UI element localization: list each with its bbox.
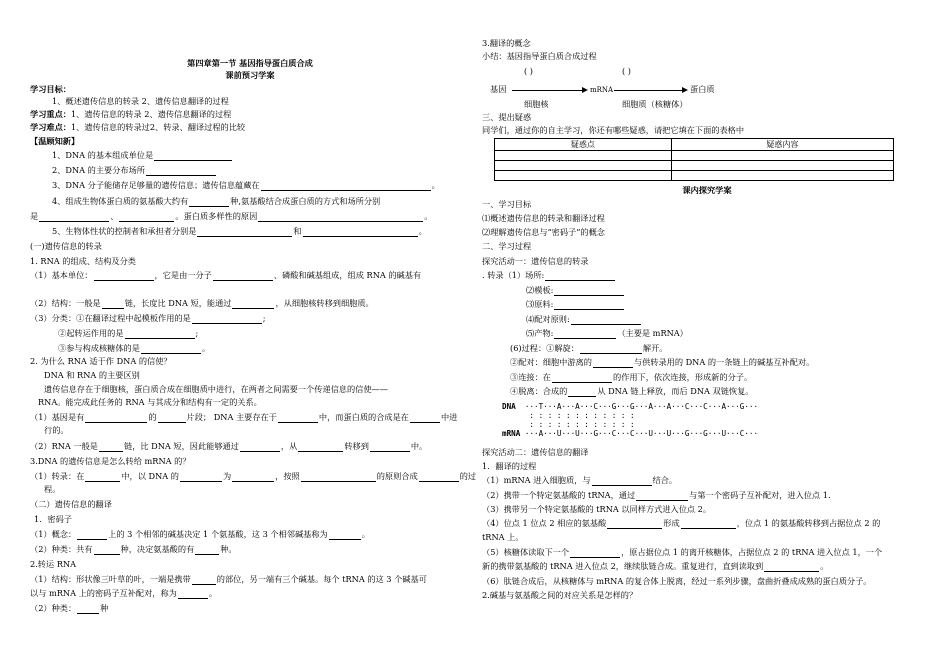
blank[interactable] bbox=[77, 604, 99, 614]
trans-product-text: ⑸产物: bbox=[526, 328, 554, 338]
rna-class-2-text: ②起转运作用的是 bbox=[58, 328, 124, 338]
pairing-dots: : : : : : : : : : : : : bbox=[524, 411, 635, 420]
key-text: 1、遗传信息的转录 2、遗传信息翻译的过程 bbox=[70, 109, 232, 119]
codon-concept-a: （1）概念： bbox=[30, 529, 77, 539]
blank[interactable] bbox=[592, 476, 652, 486]
blank[interactable] bbox=[197, 227, 292, 237]
rna-structure-a: （2）结构：一般是 bbox=[30, 298, 101, 308]
q3-f: 的过 bbox=[459, 471, 477, 481]
trans-material bbox=[526, 299, 625, 310]
blank[interactable] bbox=[370, 442, 410, 452]
review-5: 5、生物体性状的控制者和承担者分别是 和 。 bbox=[52, 226, 427, 236]
blank[interactable] bbox=[554, 300, 624, 310]
trans-pair bbox=[510, 357, 814, 368]
arrow-right-icon bbox=[682, 87, 688, 93]
blank[interactable] bbox=[99, 442, 123, 452]
trans-pair-a: ②配对：细胞中游离的 bbox=[510, 357, 592, 367]
table-cell[interactable] bbox=[671, 151, 893, 161]
blank[interactable] bbox=[85, 472, 120, 482]
flow-arrow-2 bbox=[614, 90, 684, 91]
blank[interactable] bbox=[261, 181, 431, 191]
q2-gene-end: 行的。 bbox=[44, 425, 69, 435]
blank[interactable] bbox=[77, 530, 107, 540]
flow-arrow-1 bbox=[512, 90, 584, 91]
blank[interactable] bbox=[94, 545, 120, 555]
trans-template-text: ⑵模板: bbox=[526, 285, 554, 295]
blank[interactable] bbox=[192, 314, 262, 324]
section-translation: （二）遗传信息的翻译 bbox=[30, 499, 112, 509]
blank[interactable] bbox=[154, 151, 232, 161]
table-cell[interactable] bbox=[495, 151, 672, 161]
dna-sequence: ···T···A···A···C···G···G···A···A···C···C···A···G··· bbox=[524, 402, 759, 411]
tl-step-2-a: （2）携带一个特定氨基酸的 tRNA，通过 bbox=[482, 490, 636, 500]
diff-head: 学习难点： bbox=[30, 122, 71, 132]
blank[interactable] bbox=[552, 373, 612, 383]
tl-step-2 bbox=[482, 490, 831, 501]
blank[interactable] bbox=[568, 387, 596, 397]
rna-unit-b: ，它是由一分子 bbox=[154, 270, 212, 280]
table-header-row bbox=[495, 139, 894, 151]
trans-link bbox=[510, 372, 752, 383]
trans-link-a: ③连接：在 bbox=[510, 372, 551, 382]
blank[interactable] bbox=[232, 472, 274, 482]
blank[interactable] bbox=[681, 519, 736, 529]
translation-concept: 3.翻译的概念 bbox=[482, 38, 531, 48]
blank[interactable] bbox=[419, 472, 459, 482]
table-row bbox=[495, 161, 894, 171]
mrna-sequence: ···A···U···U···G···C···C···U···U···G···G···U···C··· bbox=[524, 429, 759, 438]
table-header-1: 疑惑点 bbox=[495, 139, 672, 151]
review-4-text-e: 。蛋白质多样性的原因 bbox=[175, 211, 258, 221]
table-cell[interactable] bbox=[495, 161, 672, 171]
codon-concept: （1）概念： 上的 3 个相邻的碱基决定 1 个氨基酸，这 3 个相邻碱基称为 。 bbox=[30, 529, 370, 539]
trans-template bbox=[526, 285, 625, 296]
blank[interactable] bbox=[580, 344, 642, 354]
tl-step-3: （3）携带另一个特定氨基酸的 tRNA 以同样方式进入位点 2。 bbox=[482, 504, 712, 514]
blank[interactable] bbox=[570, 548, 620, 558]
doubts-intro: 同学们，通过你的自主学习，你还有哪些疑惑，请把它填在下面的表格中 bbox=[482, 125, 745, 135]
goal-text: 1、概述遗传信息的转录 2、遗传信息翻译的过程 bbox=[52, 96, 229, 106]
rna-structure bbox=[30, 298, 374, 309]
doubts-head: 三、提出疑惑 bbox=[482, 112, 532, 122]
codon-head: 1．密码子 bbox=[34, 514, 72, 524]
key-head: 学习重点： bbox=[30, 109, 71, 119]
blank[interactable] bbox=[178, 589, 208, 599]
review-4 bbox=[52, 196, 380, 207]
rna-unit bbox=[30, 270, 421, 281]
tl-step-5-b: ，原占据位点 1 的离开核糖体，占据位点 2 的 tRNA 进入位点 1，一个 bbox=[621, 547, 883, 557]
review-2 bbox=[52, 165, 217, 176]
codon-types bbox=[30, 544, 237, 555]
question-codon-amino: 2.碱基与氨基酸之间的对应关系是怎样的？ bbox=[482, 590, 638, 600]
flow-protein: 蛋白质 bbox=[690, 84, 715, 94]
trans-link-b: 的作用下，依次连接，形成新的分子。 bbox=[612, 372, 753, 382]
tl-step-5 bbox=[482, 547, 882, 558]
review-head: 【温顾知新】 bbox=[30, 136, 80, 146]
doc-title: 第四章第一节 基因指导蛋白质合成 bbox=[187, 58, 313, 68]
tl-step-4-c: ，位点 1 的氨基酸转移到占据位点 2 的 bbox=[736, 518, 881, 528]
dna-label: DNA bbox=[502, 402, 516, 411]
flow-mrna: mRNA bbox=[590, 86, 614, 94]
blank[interactable] bbox=[301, 472, 376, 482]
table-row bbox=[495, 151, 894, 161]
q2-rna-a: （2）RNA 一般是 bbox=[30, 441, 98, 451]
tl-step-5-cont: 新的携带氨基酸的 tRNA 进入位点 2，继续肽链合成。重复进行，直到读取到 。 bbox=[482, 561, 829, 571]
goal-2: ⑵理解遗传信息与“密码子”的概念 bbox=[482, 227, 605, 237]
review-4-text-a: 4、组成生物体蛋白质的氨基酸大约有 bbox=[52, 196, 189, 206]
rna-unit-a: （1）基本单位： bbox=[30, 270, 93, 280]
q3-e: 的原则合成 bbox=[376, 471, 418, 481]
rna-composition: 1. RNA 的组成、结构及分类 bbox=[30, 256, 136, 266]
trans-release-a: ④脱离：合成的 bbox=[510, 386, 568, 396]
trans-pairing-text: ⑷配对原则: bbox=[526, 314, 570, 324]
trans-pair-b: 与供转录用的 DNA 的一条链上的碱基互补配对。 bbox=[633, 357, 815, 367]
blank[interactable] bbox=[278, 413, 318, 423]
section-transcription: (一)遗传信息的转录 bbox=[30, 241, 102, 251]
trans-place bbox=[482, 270, 616, 281]
review-1-text: 1、DNA 的基本组成单位是 bbox=[52, 150, 154, 160]
blank[interactable] bbox=[119, 212, 174, 222]
table-cell[interactable] bbox=[671, 161, 893, 171]
trna-types-a: （2）种类： bbox=[30, 603, 77, 613]
blank[interactable] bbox=[636, 491, 688, 501]
review-5-text-a: 5、生物体性状的控制者和承担者分别是 bbox=[52, 226, 197, 236]
q2-gene-e: 中进 bbox=[440, 412, 458, 422]
key-line bbox=[30, 109, 231, 120]
trans-process-end: 解开。 bbox=[642, 343, 668, 353]
goal-head-2: 一、学习目标 bbox=[482, 199, 532, 209]
review-5-text-b: 和 bbox=[293, 226, 302, 236]
blank[interactable] bbox=[85, 413, 147, 423]
blank[interactable] bbox=[192, 575, 216, 585]
trans-process bbox=[510, 343, 668, 354]
tl-step-4 bbox=[482, 518, 880, 529]
rna-unit-c: 、磷酸和碱基组成，组成 RNA 的碱基有 bbox=[273, 270, 422, 280]
paren-1: ( ) bbox=[524, 66, 533, 76]
trans-release-b: 从 DNA 链上释放，而后 DNA 双链恢复。 bbox=[597, 386, 754, 396]
diff-line bbox=[30, 122, 245, 133]
dna-rna-diff: DNA 和 RNA 的主要区别 bbox=[44, 370, 140, 380]
review-4-text-c: 是 bbox=[30, 211, 39, 221]
q2-gene-b: 的 bbox=[148, 412, 157, 422]
blank[interactable] bbox=[764, 562, 819, 572]
review-3-text: 3、DNA 分子能储存足够量的遗传信息；遗传信息蕴藏在 bbox=[52, 180, 260, 190]
trans-material-text: ⑶原料: bbox=[526, 299, 554, 309]
trna-structure-2: 以与 mRNA 上的密码子互补配对，称为 。 bbox=[30, 588, 218, 598]
blank[interactable] bbox=[146, 166, 216, 176]
blank[interactable] bbox=[195, 545, 219, 555]
q3-a: （1）转录：在 bbox=[30, 471, 85, 481]
trans-process-text: (6)过程：①解旋： bbox=[510, 343, 579, 353]
blank[interactable] bbox=[232, 299, 274, 309]
rna-class-3: ③参与构成核糖体的是 。 bbox=[58, 343, 211, 353]
trna-structure-a: （1）结构：形状像三叶草的叶，一端是携带 bbox=[30, 574, 191, 584]
rna-structure-b: 链，长度比 DNA 短，能通过 bbox=[124, 298, 232, 308]
q3-c: 为 bbox=[222, 471, 232, 481]
translation-process: 1．翻译的过程 bbox=[482, 461, 537, 471]
review-1 bbox=[52, 150, 233, 161]
trna-structure-c: 以与 mRNA 上的密码子互补配对，称为 bbox=[30, 588, 177, 598]
summary-title: 小结：基因指导蛋白质合成过程 bbox=[482, 51, 597, 61]
trna-structure-b: 的部位，另一端有三个碱基。每个 tRNA 的这 3 个碱基可 bbox=[216, 574, 427, 584]
q2-rna-b: 链，比 DNA 短，因此能够通过 bbox=[124, 441, 239, 451]
blank[interactable] bbox=[593, 358, 633, 368]
process-head: 二、学习过程 bbox=[482, 241, 532, 251]
trans-release bbox=[510, 386, 753, 397]
q2-para-2: RNA。能完成此任务的 RNA 与其成分和结构有一定的关系。 bbox=[38, 397, 262, 407]
blank[interactable] bbox=[94, 271, 154, 281]
tl-step-4-end: tRNA 上。 bbox=[482, 532, 524, 542]
blank[interactable] bbox=[213, 271, 273, 281]
blank[interactable] bbox=[554, 329, 616, 339]
activity-2: 探究活动二：遗传信息的翻译 bbox=[482, 447, 589, 457]
tl-step-1 bbox=[482, 475, 677, 486]
blank[interactable] bbox=[180, 472, 222, 482]
loc-cytoplasm: 细胞质（核糖体） bbox=[622, 99, 688, 109]
tl-step-5-a: （5）核糖体读取下一个 bbox=[482, 547, 570, 557]
mrna-label: mRNA bbox=[502, 429, 521, 438]
paren-2: ( ) bbox=[622, 66, 631, 76]
diff-text: 1、遗传信息的转录过2、转录、翻译过程的比较 bbox=[70, 122, 246, 132]
blank[interactable] bbox=[303, 227, 418, 237]
goal-line bbox=[30, 84, 71, 95]
q2-rna-e: 中。 bbox=[410, 441, 428, 451]
blank[interactable] bbox=[125, 329, 195, 339]
trans-pairing bbox=[526, 314, 642, 325]
table-cell[interactable] bbox=[495, 171, 672, 181]
tl-step-4-a: （4）位点 1 位点 2 相应的氨基酸 bbox=[482, 518, 607, 528]
table-row bbox=[495, 171, 894, 181]
q2-para-1: 遗传信息存在于细胞核，蛋白质合成在细胞质中进行，在两者之间需要一个传递信息的信使—— bbox=[44, 384, 388, 394]
blank[interactable] bbox=[410, 413, 440, 423]
codon-concept-b: 上的 3 个相邻的碱基决定 1 个氨基酸，这 3 个相邻碱基称为 bbox=[108, 529, 328, 539]
table-cell[interactable] bbox=[671, 171, 893, 181]
q2-gene-c: 片段； DNA 主要存在于 bbox=[186, 412, 277, 422]
arrow-right-icon bbox=[582, 87, 588, 93]
blank[interactable] bbox=[158, 413, 186, 423]
q2-gene bbox=[30, 412, 457, 423]
trna-head: 2.转运 RNA bbox=[30, 559, 77, 569]
flow-gene: 基因 bbox=[490, 84, 507, 94]
q3-d: ，按照 bbox=[275, 471, 300, 481]
pairing-dots: : : : : : : : : : : : : bbox=[524, 420, 635, 429]
blank[interactable] bbox=[189, 197, 229, 207]
tl-step-5-c: 新的携带氨基酸的 tRNA 进入位点 2，继续肽链合成。重复进行，直到读取到 bbox=[482, 561, 764, 571]
codon-types-a: （2）种类：共有 bbox=[30, 544, 93, 554]
q2-rna-c: ，从 bbox=[280, 441, 298, 451]
trans-product-note: （主要是 mRNA） bbox=[617, 328, 688, 338]
codon-types-c: 种。 bbox=[220, 544, 237, 554]
trans-place-text: . 转录（1）场所: bbox=[482, 270, 545, 280]
q3-b: 中，以 DNA 的 bbox=[121, 471, 179, 481]
blank[interactable] bbox=[39, 212, 109, 222]
trna-types-b: 种 bbox=[100, 603, 109, 613]
q2-rna-d: 转移到 bbox=[344, 441, 369, 451]
rna-class-1: （3）分类：①在翻译过程中起模板作用的是 ; bbox=[30, 313, 266, 323]
tl-step-4-b: 形成 bbox=[663, 518, 680, 528]
rna-class-2: ②起转运作用的是 ; bbox=[58, 328, 199, 338]
trans-product bbox=[526, 328, 688, 339]
q2-gene-a: （1）基因是有 bbox=[30, 412, 85, 422]
doc-subtitle: 课前预习学案 bbox=[225, 70, 275, 80]
blank[interactable] bbox=[607, 519, 662, 529]
tl-step-2-b: 与第一个密码子互补配对，进入位点 1. bbox=[689, 490, 831, 500]
review-4b: 是 、 。蛋白质多样性的原因 。 bbox=[30, 211, 433, 221]
rna-class-3-text: ③参与构成核糖体的是 bbox=[58, 343, 140, 353]
tl-step-6: （6）肽链合成后，从核糖体与 mRNA 的复合体上脱离，经过一系列步骤，盘曲折叠成成熟的蛋白质分子。 bbox=[482, 576, 872, 586]
blank[interactable] bbox=[298, 442, 343, 452]
q3-end: 程。 bbox=[44, 484, 61, 494]
tl-step-1-b: 结合。 bbox=[652, 475, 678, 485]
blank[interactable] bbox=[102, 299, 124, 309]
tl-step-1-a: （1）mRNA 进入细胞质，与 bbox=[482, 475, 591, 485]
activity-1: 探究活动一：遗传信息的转录 bbox=[482, 256, 589, 266]
review-4-text-d: 、 bbox=[110, 211, 119, 221]
q3-transcription bbox=[30, 471, 476, 482]
q2-gene-d: 中，而蛋白质的合成是在 bbox=[318, 412, 409, 422]
blank[interactable] bbox=[554, 286, 624, 296]
question-3: 3.DNA 的遗传信息是怎么转给 mRNA 的？ bbox=[30, 456, 191, 466]
goal-1: ⑴概述遗传信息的转录和翻译过程 bbox=[482, 213, 605, 223]
dna-mrna-diagram bbox=[502, 402, 758, 438]
table-header-2: 疑惑内容 bbox=[671, 139, 893, 151]
trna-structure bbox=[30, 574, 427, 585]
review-3: 3、DNA 分子能储存足够量的遗传信息；遗传信息蕴藏在 。 bbox=[52, 180, 440, 190]
review-2-text: 2、DNA 的主要分布场所 bbox=[52, 165, 145, 175]
rna-structure-c: ，从细胞核转移到细胞质。 bbox=[275, 298, 374, 308]
codon-types-b: 种，决定氨基酸的有 bbox=[120, 544, 195, 554]
trna-types bbox=[30, 603, 108, 614]
blank[interactable] bbox=[258, 212, 423, 222]
loc-nucleus: 细胞核 bbox=[524, 99, 549, 109]
review-4-text-b: 种,氨基酸结合成蛋白质的方式和场所分别 bbox=[230, 196, 381, 206]
goal-head: 学习目标： bbox=[30, 84, 71, 94]
question-2: 2. 为什么 RNA 适于作 DNA 的信使？ bbox=[30, 356, 172, 366]
doubts-table bbox=[494, 138, 894, 181]
q2-rna bbox=[30, 441, 427, 452]
blank[interactable] bbox=[329, 530, 361, 540]
blank[interactable] bbox=[545, 271, 615, 281]
blank[interactable] bbox=[571, 315, 641, 325]
inclass-title: 课内探究学案 bbox=[682, 185, 732, 195]
blank[interactable] bbox=[141, 344, 201, 354]
rna-class-1-text: （3）分类：①在翻译过程中起模板作用的是 bbox=[30, 313, 191, 323]
blank[interactable] bbox=[240, 442, 280, 452]
